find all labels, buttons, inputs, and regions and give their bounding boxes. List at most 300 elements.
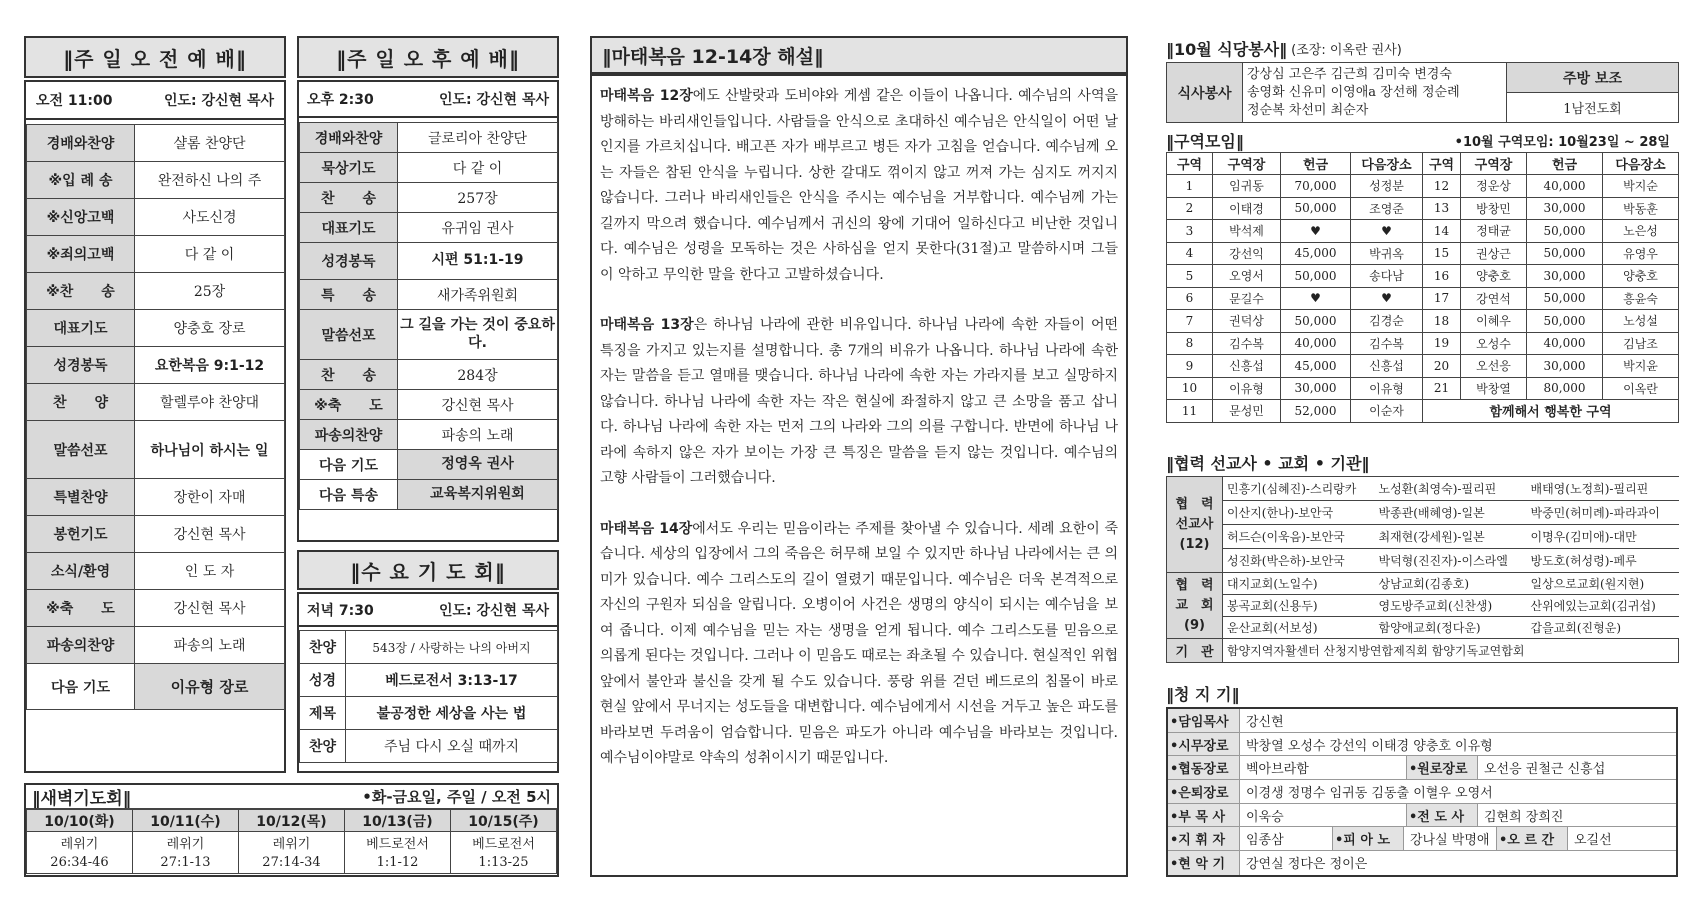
missionary-name: 성진화(박은하)-보안국: [1223, 549, 1375, 573]
district-cell: 양충호: [1461, 265, 1527, 288]
district-cell: 30,000: [1527, 265, 1603, 288]
district-cell: 양충호: [1603, 265, 1679, 288]
missionary-label: 협 력 선교사 (12): [1167, 477, 1223, 573]
district-row: [1167, 310, 1679, 333]
commentary-paragraph-14: [600, 517, 1118, 772]
district-cell: 52,000: [1281, 400, 1351, 423]
kitchen-table: [1166, 62, 1679, 123]
dawn-date: 10/10(화): [27, 810, 133, 832]
staff-title: ‖청 지 기‖: [1166, 685, 1240, 704]
districts-footer: 함께해서 행복한 구역: [1423, 400, 1679, 423]
am-order-label: 소식/환영: [27, 553, 135, 590]
wed-order-label: 제목: [300, 697, 346, 730]
partners-title: ‖협력 선교사 • 교회 • 기관‖: [1166, 454, 1370, 473]
commentary-lead-12: 마태복음 12장: [600, 88, 693, 104]
am-order-value: 할렐루야 찬양대: [135, 384, 285, 421]
pm-order-row: [300, 360, 558, 390]
district-row: [1167, 175, 1679, 198]
district-cell: 50,000: [1527, 220, 1603, 243]
am-order-row: [27, 199, 285, 236]
missionary-name: 최재현(강세원)-일본: [1375, 525, 1527, 549]
pm-order-label: 경배와찬양: [300, 123, 398, 153]
am-order-row: [27, 479, 285, 516]
missionary-name: 민흥기(심혜진)-스리랑카: [1223, 477, 1375, 501]
district-cell: 11: [1167, 400, 1213, 423]
district-row: [1167, 400, 1679, 423]
district-cell: 45,000: [1281, 242, 1351, 265]
am-order-label: ※입 례 송: [27, 162, 135, 199]
pm-order-row: [300, 310, 558, 360]
missionary-name: 이명우(김미애)-대만: [1527, 525, 1679, 549]
org-row: [1167, 639, 1679, 663]
church-name: 봉곡교회(신용두): [1223, 595, 1375, 617]
kitchen-names-line-3: 정순복 차선미 최순자: [1247, 102, 1369, 118]
district-cell: 박지윤: [1603, 355, 1679, 378]
district-cell: 5: [1167, 265, 1213, 288]
district-cell: 신흥섭: [1213, 355, 1281, 378]
am-order-table: [26, 124, 285, 710]
pm-order-value: 파송의 노래: [398, 420, 558, 450]
district-cell: 7: [1167, 310, 1213, 333]
dawn-verse: 26:34-46: [27, 853, 133, 874]
district-cell: 송다남: [1351, 265, 1423, 288]
am-order-value: 완전하신 나의 주: [135, 162, 285, 199]
wed-order-table: [299, 630, 558, 763]
district-row: [1167, 197, 1679, 220]
wed-order-label: 찬양: [300, 730, 346, 763]
district-cell: 강선익: [1213, 242, 1281, 265]
pm-order-value: 시편 51:1-19: [398, 243, 558, 280]
am-order-value: 하나님이 하시는 일: [135, 421, 285, 479]
dawn-date: 10/11(수): [133, 810, 239, 832]
staff-role-names: 임종삼: [1246, 833, 1284, 849]
district-cell: ♥: [1351, 220, 1423, 243]
district-cell: 권덕상: [1213, 310, 1281, 333]
staff-role-names: 이욱승: [1246, 809, 1284, 825]
kitchen-leader: (조장: 이옥란 권사): [1291, 42, 1402, 58]
pm-order-value: 257장: [398, 183, 558, 213]
staff-role-names: 오길선: [1574, 833, 1612, 849]
pm-order-value: 글로리아 찬양단: [398, 123, 558, 153]
districts-title: ‖구역모임‖: [1166, 131, 1244, 151]
district-cell: 이옥란: [1603, 377, 1679, 400]
district-cell: 50,000: [1281, 265, 1351, 288]
district-cell: 박동훈: [1603, 197, 1679, 220]
pm-order-row: [300, 183, 558, 213]
wed-time: 저녁 7:30: [307, 602, 374, 619]
am-order-label: ※축 도: [27, 590, 135, 627]
kitchen-names: [1243, 63, 1507, 123]
kitchen-names-line-2: 송영화 신유미 이영애a 장선해 정순례: [1247, 84, 1460, 100]
districts-header-cell: 구역: [1423, 153, 1461, 175]
district-row: [1167, 265, 1679, 288]
dawn-prayer-schedule: •화-금요일, 주일 / 오전 5시: [362, 788, 551, 806]
pm-order-value: 강신현 목사: [398, 390, 558, 420]
church-name: 일상으로교회(원지현): [1527, 573, 1679, 595]
pm-order-label: 찬 송: [300, 183, 398, 213]
district-cell: 3: [1167, 220, 1213, 243]
district-cell: 방창민: [1461, 197, 1527, 220]
districts-note: •10월 구역모임: 10월23일 ~ 28일: [1454, 134, 1670, 150]
church-label: 협 력 교 회 (9): [1167, 573, 1223, 639]
districts-header-cell: 구역장: [1213, 153, 1281, 175]
dawn-prayer-title: ‖새벽기도회‖: [32, 789, 132, 809]
am-service-box: [24, 80, 286, 773]
district-cell: 문길수: [1213, 287, 1281, 310]
missionary-name: 이산지(한나)-보안국: [1223, 501, 1375, 525]
district-cell: 김경순: [1351, 310, 1423, 333]
district-cell: 오영서: [1213, 265, 1281, 288]
districts-header-cell: 헌금: [1527, 153, 1603, 175]
district-cell: 50,000: [1527, 310, 1603, 333]
am-time: 오전 11:00: [36, 93, 113, 109]
staff-role-label: •협동장로: [1168, 756, 1240, 779]
pm-order-row: [300, 420, 558, 450]
am-order-row: [27, 553, 285, 590]
church-row: [1167, 573, 1679, 595]
district-cell: 1: [1167, 175, 1213, 198]
am-order-value: 강신현 목사: [135, 516, 285, 553]
district-row: [1167, 287, 1679, 310]
church-name: 함양애교회(정다운): [1375, 617, 1527, 639]
missionary-name: 박덕형(진진자)-이스라엘: [1375, 549, 1527, 573]
church-name: 대지교회(노일수): [1223, 573, 1375, 595]
district-cell: 16: [1423, 265, 1461, 288]
commentary-paragraph-13: [600, 313, 1118, 492]
dawn-book: 레위기: [239, 832, 345, 853]
dawn-prayer-box: [24, 783, 559, 877]
staff-role-label: •지 휘 자: [1168, 827, 1240, 850]
commentary-title-text: ‖마태복음 12-14장 해설‖: [602, 45, 824, 68]
district-cell: 임귀동: [1213, 175, 1281, 198]
district-cell: 신흥섭: [1351, 355, 1423, 378]
district-cell: 20: [1423, 355, 1461, 378]
pm-order-label: 말씀선포: [300, 310, 398, 360]
dawn-book: 베드로전서: [451, 832, 557, 853]
district-cell: 6: [1167, 287, 1213, 310]
am-order-label: 성경봉독: [27, 347, 135, 384]
district-cell: ♥: [1281, 287, 1351, 310]
district-row: [1167, 355, 1679, 378]
church-name: 갑을교회(진형운): [1527, 617, 1679, 639]
district-cell: 40,000: [1281, 332, 1351, 355]
pm-order-row: [300, 123, 558, 153]
dawn-book: 레위기: [27, 832, 133, 853]
wed-order-row: [300, 631, 558, 664]
district-cell: 이순자: [1351, 400, 1423, 423]
am-order-value: 이유형 장로: [135, 664, 285, 710]
pm-order-label: 묵상기도: [300, 153, 398, 183]
district-cell: 노은성: [1603, 220, 1679, 243]
wed-order-label: 성경: [300, 664, 346, 697]
commentary-lead-14: 마태복음 14장: [600, 520, 693, 537]
pm-order-value: 새가족위원회: [398, 280, 558, 310]
kitchen-title: ‖10월 식당봉사‖: [1166, 39, 1288, 59]
wed-leader: 인도: 강신현 목사: [438, 602, 549, 619]
pm-order-row: [300, 243, 558, 280]
pm-order-value: 유귀임 권사: [398, 213, 558, 243]
am-order-row: [27, 347, 285, 384]
district-cell: 14: [1423, 220, 1461, 243]
am-order-row: [27, 125, 285, 162]
staff-row: [1168, 827, 1676, 851]
district-cell: 4: [1167, 242, 1213, 265]
wed-service-title-text: ‖수 요 기 도 회‖: [350, 559, 506, 584]
org-label: 기 관: [1167, 639, 1223, 663]
district-cell: 40,000: [1527, 332, 1603, 355]
am-order-value: 샬롬 찬양단: [135, 125, 285, 162]
staff-row: [1168, 756, 1676, 780]
staff-role-names: 박창열 오성수 강선익 이태경 양충호 이유형: [1246, 738, 1493, 754]
staff-role-names: 이경생 정명수 임귀동 김동출 이혈우 오영서: [1246, 785, 1493, 801]
am-service-info: [26, 82, 284, 120]
am-order-row: [27, 627, 285, 664]
am-order-label: 찬 양: [27, 384, 135, 421]
wed-order-value: 주님 다시 오실 때까지: [346, 730, 558, 763]
am-order-row: [27, 590, 285, 627]
pm-order-value: 교육복지위원회: [398, 480, 558, 510]
church-name: 운산교회(서보성): [1223, 617, 1375, 639]
district-row: [1167, 242, 1679, 265]
district-cell: 50,000: [1281, 310, 1351, 333]
pm-time: 오후 2:30: [307, 92, 374, 108]
pm-service-info: [299, 82, 557, 118]
staff-role-names: 강신현: [1246, 714, 1284, 730]
commentary-box: [590, 74, 1128, 877]
dawn-book: 베드로전서: [345, 832, 451, 853]
kitchen-names-line-1: 강상심 고은주 김근희 김미숙 변경숙: [1247, 66, 1452, 82]
wed-order-row: [300, 664, 558, 697]
district-cell: 이유형: [1351, 377, 1423, 400]
district-cell: 80,000: [1527, 377, 1603, 400]
missionary-name: 배태영(노정희)-필리핀: [1527, 477, 1679, 501]
district-cell: 30,000: [1281, 377, 1351, 400]
district-cell: 9: [1167, 355, 1213, 378]
am-service-title-text: ‖주 일 오 전 예 배‖: [63, 46, 247, 71]
pm-order-row: [300, 450, 558, 480]
am-order-value: 다 같 이: [135, 236, 285, 273]
district-cell: 정운상: [1461, 175, 1527, 198]
district-cell: 17: [1423, 287, 1461, 310]
am-order-row: [27, 516, 285, 553]
district-cell: 21: [1423, 377, 1461, 400]
commentary-title: [590, 36, 1128, 74]
pm-order-row: [300, 153, 558, 183]
district-cell: 정태균: [1461, 220, 1527, 243]
staff-role-names: 벡아브라함: [1246, 762, 1309, 778]
district-row: [1167, 377, 1679, 400]
pm-order-label: 다음 기도: [300, 450, 398, 480]
dawn-date: 10/13(금): [345, 810, 451, 832]
staff-role-names: 오선응 권철근 신흥섭: [1484, 762, 1606, 778]
pm-service-box: [297, 80, 559, 542]
district-cell: 40,000: [1527, 175, 1603, 198]
district-cell: ♥: [1281, 220, 1351, 243]
am-order-label: ※죄의고백: [27, 236, 135, 273]
pm-order-value: 284장: [398, 360, 558, 390]
pm-order-value: 그 길을 가는 것이 중요하다.: [398, 310, 558, 360]
pm-order-table: [299, 122, 558, 510]
district-cell: 이유형: [1213, 377, 1281, 400]
pm-order-row: [300, 213, 558, 243]
district-row: [1167, 332, 1679, 355]
district-cell: 권상근: [1461, 242, 1527, 265]
am-order-value: 장한이 자매: [135, 479, 285, 516]
district-cell: 19: [1423, 332, 1461, 355]
wed-order-row: [300, 697, 558, 730]
district-cell: 흥윤숙: [1603, 287, 1679, 310]
districts-table: [1166, 152, 1679, 423]
am-order-value: 파송의 노래: [135, 627, 285, 664]
staff-row: [1168, 709, 1676, 733]
dawn-date: 10/15(주): [451, 810, 557, 832]
district-cell: 조영준: [1351, 197, 1423, 220]
district-cell: 유영우: [1603, 242, 1679, 265]
church-name: 산위에있는교회(김귀섭): [1527, 595, 1679, 617]
staff-role-label: •피 아 노: [1332, 827, 1404, 850]
staff-role-label: •전 도 사: [1406, 804, 1478, 827]
pm-order-row: [300, 480, 558, 510]
am-order-label: 파송의찬양: [27, 627, 135, 664]
wed-service-info: [299, 594, 557, 627]
org-names: 함양지역자활센터 산청지방연합제직회 함양기독교연합회: [1223, 639, 1679, 663]
district-cell: 45,000: [1281, 355, 1351, 378]
staff-row: [1168, 780, 1676, 804]
am-order-row: [27, 310, 285, 347]
missionary-row: [1167, 477, 1679, 501]
district-cell: 70,000: [1281, 175, 1351, 198]
am-order-row: [27, 273, 285, 310]
dawn-book: 레위기: [133, 832, 239, 853]
am-order-value: 양충호 장로: [135, 310, 285, 347]
missionary-name: 방도호(허성령)-페루: [1527, 549, 1679, 573]
pm-order-label: 특 송: [300, 280, 398, 310]
am-order-label: 봉헌기도: [27, 516, 135, 553]
am-order-value: 강신현 목사: [135, 590, 285, 627]
am-service-title: [24, 36, 286, 78]
commentary-text-13: 은 하나님 나라에 관한 비유입니다. 하나님 나라에 속한 자들이 어떤 특징을 가지고 있는지를 설명합니다. 총 7개의 비유가 나옵니다. 하나님 나라에 속한 자는 말씀을 듣고 열매를 맺습니다. 하나님 나라에 속한 자는 가라지를 보고 실망하지 않습니다. 하나님 나라에 속한 자는 작은 현실에 좌절하지 않고 큰 소망을 품고 삽니다. 하나님 나라에 속한 자는 먼저 그의 나라와 그의 의를 구합니다. 반면에 하나님 나라에 속하지 않은 자가 보이는 가장 큰 특징은 말씀을 듣지 않는 것입니다. 예수님의 고향 사람들이 그러했습니다.: [600, 317, 1118, 486]
commentary-paragraph-12: [600, 84, 1118, 288]
district-cell: 50,000: [1527, 242, 1603, 265]
district-cell: 강연석: [1461, 287, 1527, 310]
districts-header-cell: 다음장소: [1351, 153, 1423, 175]
districts-header-cell: 구역장: [1461, 153, 1527, 175]
staff-role-label: •오 르 간: [1496, 827, 1568, 850]
am-order-row: [27, 384, 285, 421]
wed-order-value: 543장 / 사랑하는 나의 아버지: [346, 631, 558, 664]
commentary-text-12: 에도 산발랏과 도비야와 게셈 같은 이들이 나옵니다. 예수님의 사역을 방해하는 바리새인들입니다. 사람들을 안식으로 초대하신 예수님은 안식일이 어떤 날인지를 가르치십니다. 배고픈 자가 배부르고 병든 자가 고침을 얻습니다. 예수님께 오는 자들은 참된 안식을 누립니다. 상한 갈대도 꺾이지 않고 꺼져 가는 심지도 꺼지지 않습니다. 그러나 바리새인들은 안식을 주시는 예수님을 거부합니다. 예수님께 가는 길까지 막으려 했습니다. 예수님께서 귀신의 왕에 기대어 일하신다고 비난한 것입니다. 예수님은 성령을 모독하는 것은 사하심을 얻지 못한다(31절)고 말씀하시며 그들이 악하고 무익한 말을 한다고 고발하셨습니다.: [600, 88, 1118, 283]
district-cell: 15: [1423, 242, 1461, 265]
districts-header-cell: 구역: [1167, 153, 1213, 175]
kitchen-label: 식사봉사: [1167, 63, 1243, 123]
kitchen-helper: 1남전도회: [1507, 93, 1679, 123]
pm-order-label: 성경봉독: [300, 243, 398, 280]
pm-order-value: 정영옥 권사: [398, 450, 558, 480]
staff-row: [1168, 733, 1676, 757]
pm-order-label: 다음 특송: [300, 480, 398, 510]
am-order-label: 특별찬양: [27, 479, 135, 516]
missionary-name: 노성환(최영숙)-필리핀: [1375, 477, 1527, 501]
missionary-row: [1167, 549, 1679, 573]
district-cell: 50,000: [1527, 287, 1603, 310]
staff-box: [1166, 707, 1678, 877]
missionary-row: [1167, 525, 1679, 549]
dawn-verse: 1:13-25: [451, 853, 557, 874]
district-cell: 박지순: [1603, 175, 1679, 198]
staff-row: [1168, 851, 1676, 875]
staff-role-label: •담임목사: [1168, 709, 1240, 732]
dawn-date: 10/12(목): [239, 810, 345, 832]
district-cell: 이혜우: [1461, 310, 1527, 333]
am-order-label: 다음 기도: [27, 664, 135, 710]
district-cell: 김남조: [1603, 332, 1679, 355]
pm-order-label: ※축 도: [300, 390, 398, 420]
am-order-value: 요한복음 9:1-12: [135, 347, 285, 384]
district-cell: 2: [1167, 197, 1213, 220]
staff-role-label: •원로장로: [1406, 756, 1478, 779]
wed-order-value: 불공정한 세상을 사는 법: [346, 697, 558, 730]
dawn-verse: 27:1-13: [133, 853, 239, 874]
church-name: 상남교회(김종호): [1375, 573, 1527, 595]
districts-header: [1166, 128, 1678, 152]
district-row: [1167, 220, 1679, 243]
missionary-name: 허드슨(이욱음)-보안국: [1223, 525, 1375, 549]
dawn-verse: 27:14-34: [239, 853, 345, 874]
wed-order-value: 베드로전서 3:13-17: [346, 664, 558, 697]
district-cell: 30,000: [1527, 197, 1603, 220]
am-order-value: 인 도 자: [135, 553, 285, 590]
staff-role-label: •은퇴장로: [1168, 780, 1240, 803]
missionary-row: [1167, 501, 1679, 525]
pm-service-title-text: ‖주 일 오 후 예 배‖: [336, 46, 520, 71]
am-order-label: 대표기도: [27, 310, 135, 347]
district-cell: 성정분: [1351, 175, 1423, 198]
district-cell: 8: [1167, 332, 1213, 355]
districts-header-cell: 다음장소: [1603, 153, 1679, 175]
am-order-value: 25장: [135, 273, 285, 310]
pm-order-row: [300, 280, 558, 310]
district-cell: 이태경: [1213, 197, 1281, 220]
am-order-row: [27, 236, 285, 273]
district-cell: 30,000: [1527, 355, 1603, 378]
staff-row: [1168, 804, 1676, 828]
church-row: [1167, 595, 1679, 617]
missionary-name: 박종관(배혜영)-일본: [1375, 501, 1527, 525]
staff-role-label: •현 악 기: [1168, 851, 1240, 875]
district-cell: 12: [1423, 175, 1461, 198]
commentary-lead-13: 마태복음 13장: [600, 317, 694, 333]
pm-order-row: [300, 390, 558, 420]
dawn-prayer-header: [26, 785, 557, 809]
wed-order-row: [300, 730, 558, 763]
district-cell: 박석제: [1213, 220, 1281, 243]
partners-table: [1166, 476, 1679, 663]
staff-role-names: 강나실 박명애: [1410, 833, 1490, 849]
commentary-text-14: 에서도 우리는 믿음이라는 주제를 찾아낼 수 있습니다. 세례 요한이 죽습니다. 세상의 입장에서 그의 죽음은 허무해 보일 수 있지만 하나님 나라에서는 큰 의미가 있습니다. 예수 그리스도의 길이 열렸기 때문입니다. 예수님은 더욱 본격적으로 자신의 구원자 되심을 알립니다. 오병이어 사건은 생명의 양식이 되시는 예수님을 보여 줍니다. 이제 예수님을 믿는 자는 생명을 얻게 됩니다. 예수 그리스도를 믿음으로 의롭게 된다는 것입니다. 그러나 이 믿음도 때로는 좌초될 수 있습니다. 현실적인 위협 앞에서 불안과 불신을 갖게 될 수도 있습니다. 풍랑 위를 걷던 베드로의 침몰이 바로 현실 앞에서 무너지는 성도들을 대변합니다. 예수님에게서 시선을 거두고 높은 파도를 바라보면 두려움이 엄습합니다. 믿음은 파도가 아니라 예수님을 바라보는 것입니다. 예수님이야말로 약속의 성취이시기 때문입니다.: [600, 520, 1118, 766]
district-cell: 박창열: [1461, 377, 1527, 400]
pm-order-label: 찬 송: [300, 360, 398, 390]
am-order-row: [27, 421, 285, 479]
wed-order-label: 찬양: [300, 631, 346, 664]
staff-role-label: •부 목 사: [1168, 804, 1240, 827]
am-order-label: ※찬 송: [27, 273, 135, 310]
district-cell: ♥: [1351, 287, 1423, 310]
district-cell: 50,000: [1281, 197, 1351, 220]
pm-order-label: 파송의찬양: [300, 420, 398, 450]
pm-order-value: 다 같 이: [398, 153, 558, 183]
kitchen-header: [1166, 36, 1678, 60]
missionary-name: 박중민(허미례)-파라과이: [1527, 501, 1679, 525]
